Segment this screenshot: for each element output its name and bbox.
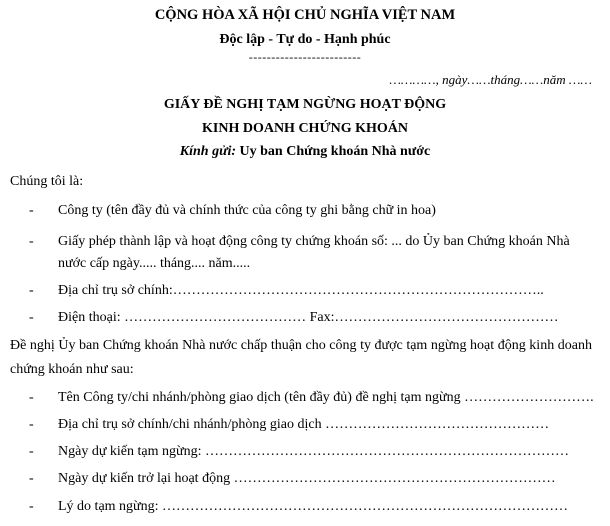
addressee-label: Kính gửi: xyxy=(179,144,237,159)
country-heading: CỘNG HÒA XÃ HỘI CHỦ NGHĨA VIỆT NAM xyxy=(154,7,456,23)
addressee-name: Uy ban Chứng khoán Nhà nước xyxy=(239,144,431,159)
list-item-text: Tên Công ty/chi nhánh/phòng giao dịch (tên đầy đủ) đề nghị tạm ngừng ………………………. xyxy=(58,390,594,405)
bullet-dash: - xyxy=(29,499,34,514)
intro-text: Chúng tôi là: xyxy=(10,174,84,189)
list-item-text: Giấy phép thành lập và hoạt động công ty chứng khoán số: ... do Ủy ban Chứng khoán Nhà xyxy=(58,234,570,249)
bullet-dash: - xyxy=(29,390,34,405)
list-item-text: Điện thoại: ………………………………… Fax:………………………………………… xyxy=(58,310,559,325)
bullet-dash: - xyxy=(29,283,34,298)
document-title-line1: GIẤY ĐỀ NGHỊ TẠM NGỪNG HOẠT ĐỘNG xyxy=(163,97,447,112)
list-item-text: Ngày dự kiến trở lại hoạt động …………………………………………………………… xyxy=(58,471,556,486)
document-title-line2: KINH DOANH CHỨNG KHOÁN xyxy=(202,121,408,136)
list-item-text: Công ty (tên đầy đủ và chính thức của công ty ghi bằng chữ in hoa) xyxy=(58,203,436,218)
motto: Độc lập - Tự do - Hạnh phúc xyxy=(219,32,391,47)
bullet-dash: - xyxy=(29,310,34,325)
bullet-dash: - xyxy=(29,203,34,218)
bullet-dash: - xyxy=(29,417,34,432)
list-item-text: Ngày dự kiến tạm ngừng: …………………………………………………………………… xyxy=(58,444,569,459)
date-line: …………, ngày……tháng……năm …… xyxy=(389,72,592,87)
list-item-text: Địa chỉ trụ sở chính/chi nhánh/phòng giao dịch ………………………………………… xyxy=(58,417,550,432)
bullet-dash: - xyxy=(29,234,34,249)
bullet-dash: - xyxy=(29,471,34,486)
list-item-text: Địa chỉ trụ sở chính:…………………………………………………………………….. xyxy=(58,283,544,298)
list-item-text: Lý do tạm ngừng: …………………………………………………………………………… xyxy=(58,499,569,514)
list-item-text: nước cấp ngày..... tháng.... năm..... xyxy=(58,256,251,271)
addressee-line xyxy=(0,144,610,160)
motto-rule: ------------------------- xyxy=(248,50,362,64)
request-paragraph: Đề nghị Ủy ban Chứng khoán Nhà nước chấp thuận cho công ty được tạm ngừng hoạt động kinh doanh chứng khoán như sau: xyxy=(10,338,592,377)
bullet-dash: - xyxy=(29,444,34,459)
